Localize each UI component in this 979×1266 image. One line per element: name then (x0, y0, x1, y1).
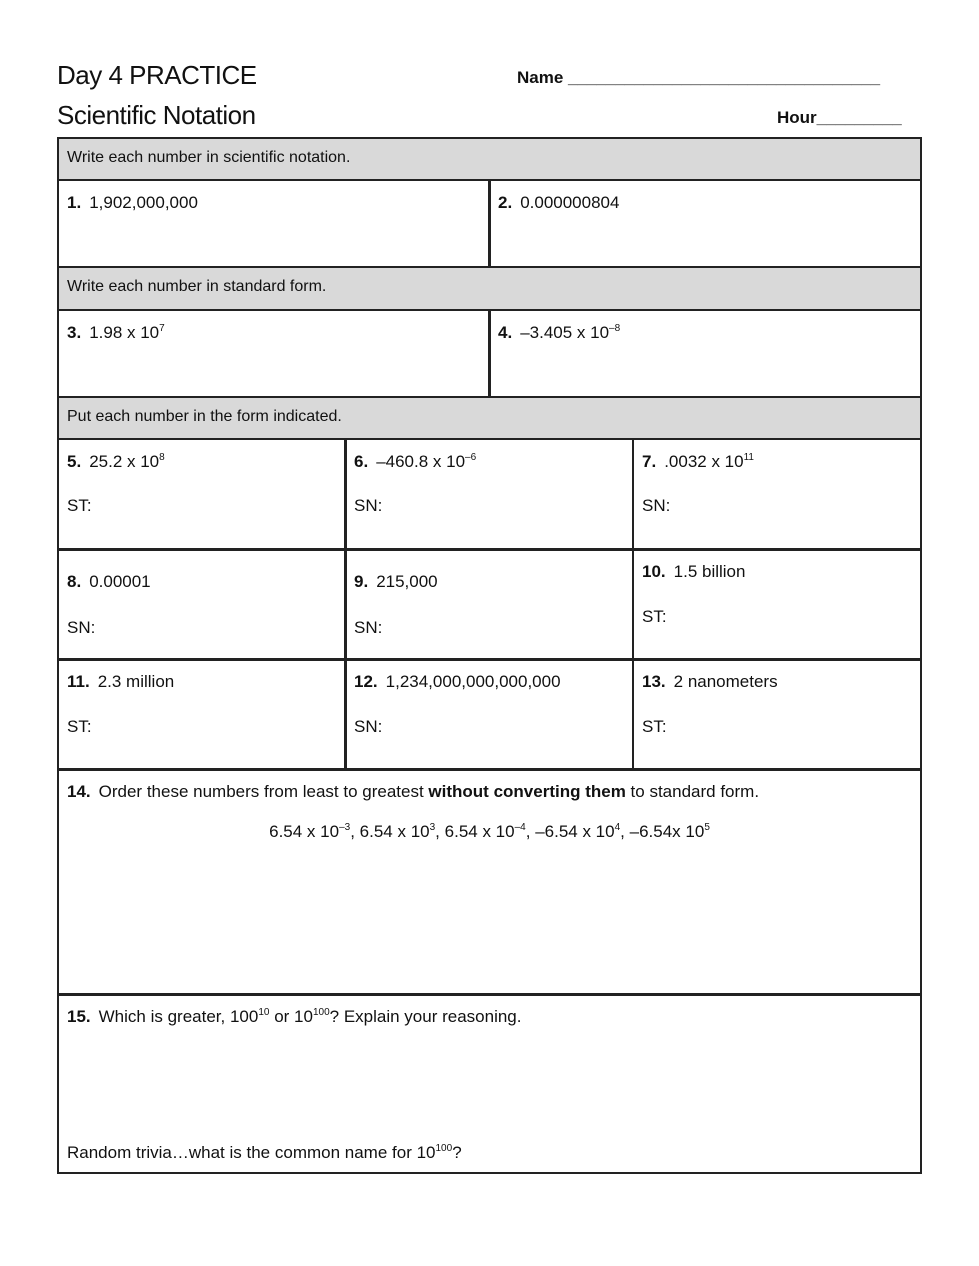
problem-number: 15. (67, 1007, 91, 1026)
worksheet-subtitle: Scientific Notation (57, 100, 256, 130)
problem-14[interactable] (57, 768, 922, 996)
problem-8[interactable] (57, 548, 347, 661)
problem-text: 1.98 x 10 (89, 323, 160, 342)
problem-number: 10. (642, 562, 666, 581)
problem-number: 13. (642, 672, 666, 691)
problem-6[interactable] (344, 438, 634, 551)
problem-text: 2.3 million (97, 672, 175, 691)
answer-label: SN: (67, 618, 96, 637)
problem-text: –460.8 x 10 (376, 452, 466, 471)
exponent: 8 (159, 452, 165, 463)
problem-number: 6. (354, 452, 369, 471)
problem-2[interactable] (488, 179, 922, 269)
problem-text-emphasis: without converting them (428, 782, 626, 801)
problem-text: 1.5 billion (673, 562, 746, 581)
section-instruction: Write each number in scientific notation. (57, 137, 922, 181)
answer-label: SN: (354, 717, 383, 736)
section-instruction: Put each number in the form indicated. (57, 396, 922, 440)
number-item: 6.54 x $10^{-3}$, (269, 822, 355, 841)
problem-number: 4. (498, 323, 513, 342)
number-item: 6.54 x $10^{-4}$, (444, 822, 531, 841)
problem-3[interactable] (57, 309, 491, 398)
name-label: Name (517, 68, 564, 87)
number-list (67, 822, 912, 842)
problem-15[interactable] (57, 993, 922, 1174)
problem-5[interactable] (57, 438, 347, 551)
problem-number: 11. (67, 672, 90, 691)
problem-text: .0032 x 10 (664, 452, 744, 471)
problem-text: –3.405 x 10 (520, 323, 610, 342)
problem-text: 25.2 x 10 (89, 452, 160, 471)
problem-1[interactable] (57, 179, 491, 269)
problem-number: 5. (67, 452, 82, 471)
problem-11[interactable] (57, 658, 347, 771)
name-line: _________________________________ (568, 68, 881, 87)
section-instruction: Write each number in standard form. (57, 266, 922, 311)
problem-text: ? Explain your reasoning. (329, 1007, 522, 1026)
problem-number: 8. (67, 572, 82, 591)
problem-text: 1,902,000,000 (89, 193, 198, 212)
problem-number: 9. (354, 572, 369, 591)
answer-label: SN: (354, 496, 383, 515)
answer-label: ST: (642, 717, 667, 736)
exponent: 10 (258, 1007, 270, 1018)
name-field[interactable] (517, 68, 880, 88)
problem-number: 12. (354, 672, 378, 691)
problem-number: 2. (498, 193, 513, 212)
exponent: –6 (465, 452, 477, 463)
problem-text: 0.000000804 (520, 193, 620, 212)
number-item: 6.54 x $10^3$, (359, 822, 440, 841)
hour-field[interactable] (777, 108, 902, 128)
problem-text: Order these numbers from least to greatest (98, 782, 424, 801)
exponent: 100 (312, 1007, 330, 1018)
problem-number: 14. (67, 782, 91, 801)
answer-label: ST: (642, 607, 667, 626)
problem-9[interactable] (344, 548, 634, 661)
hour-line: _________ (816, 108, 902, 127)
problem-number: 7. (642, 452, 657, 471)
answer-label: SN: (354, 618, 383, 637)
problem-number: 1. (67, 193, 82, 212)
answer-label: SN: (642, 496, 671, 515)
exponent: 11 (743, 452, 754, 463)
worksheet-title: Day 4 PRACTICE (57, 60, 257, 90)
problem-number: 3. (67, 323, 82, 342)
trivia-question: Random trivia…what is the common name for $10^{100}$? (67, 1143, 462, 1162)
problem-text: 1,234,000,000,000,000 (385, 672, 561, 691)
exponent: –8 (609, 323, 621, 334)
number-item: –6.54 x $10^4$, (535, 822, 625, 841)
problem-text: to standard form. (630, 782, 760, 801)
problem-10[interactable] (632, 548, 922, 661)
answer-label: ST: (67, 496, 92, 515)
problem-text: 2 nanometers (673, 672, 778, 691)
problem-13[interactable] (632, 658, 922, 771)
answer-label: ST: (67, 717, 92, 736)
problem-text: or 10 (274, 1007, 313, 1026)
problem-text: 0.00001 (89, 572, 151, 591)
problem-12[interactable] (344, 658, 634, 771)
hour-label: Hour (777, 108, 817, 127)
problem-4[interactable] (488, 309, 922, 398)
problem-text: Which is greater, 100 (98, 1007, 259, 1026)
exponent: 7 (159, 323, 165, 334)
problem-7[interactable] (632, 438, 922, 551)
problem-text: 215,000 (376, 572, 438, 591)
number-item: –6.54x $10^5$ (629, 822, 710, 841)
